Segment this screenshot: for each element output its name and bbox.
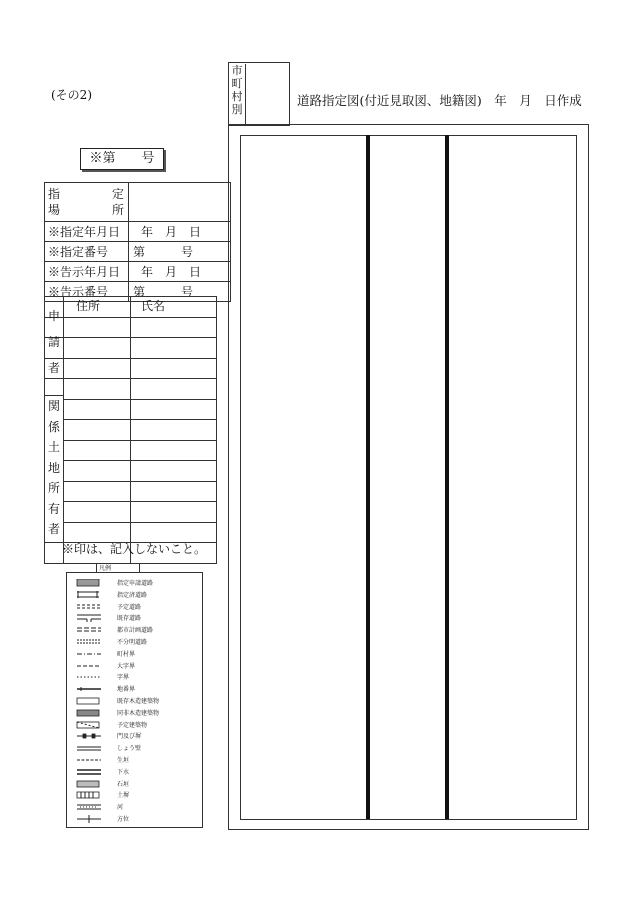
gate-wall-icon xyxy=(75,732,105,741)
legend-item-label: 土塀 xyxy=(117,792,130,800)
legend-item xyxy=(67,742,202,754)
table-row[interactable] xyxy=(45,522,216,543)
legend-item-label: 地番界 xyxy=(117,686,136,694)
river-icon xyxy=(75,803,105,812)
legend-item-label: 下水 xyxy=(117,768,130,776)
location-value[interactable] xyxy=(129,183,231,222)
info-table xyxy=(44,182,231,302)
sewer-icon xyxy=(75,768,105,777)
map-area[interactable] xyxy=(240,135,577,820)
dotted-road-icon xyxy=(75,591,105,600)
hedge-icon xyxy=(75,756,105,765)
table-row[interactable] xyxy=(45,337,216,358)
stone-wall-icon xyxy=(75,780,105,789)
legend-title: 凡例 xyxy=(96,563,140,573)
legend-item-label: 町村界 xyxy=(117,650,136,658)
earth-wall-icon xyxy=(75,791,105,800)
wood-building-icon xyxy=(75,697,105,706)
legend-item-label: しょう壁 xyxy=(117,745,142,753)
legend-item-label: 門及び塀 xyxy=(117,733,142,741)
legend-item xyxy=(67,612,202,624)
number-box: ※第 号 xyxy=(80,148,164,170)
hatched-road-icon xyxy=(75,579,105,588)
notice-date-label: ※告示年月日 xyxy=(45,262,129,282)
table-row[interactable] xyxy=(45,501,216,522)
legend-item xyxy=(67,671,202,683)
designation-number-value[interactable]: 第 号 xyxy=(129,242,231,262)
aza-boundary-icon xyxy=(75,673,105,682)
legend-item-label: 予定建築物 xyxy=(117,721,148,729)
lot-boundary-icon xyxy=(75,685,105,694)
city-label: 市 町 村 別 xyxy=(229,64,246,124)
legend-item xyxy=(67,648,202,660)
barrier-wall-icon xyxy=(75,744,105,753)
town-boundary-icon xyxy=(75,650,105,659)
legend-item-label: 既存道路 xyxy=(117,615,142,623)
legend-item-label: 同非木造建築物 xyxy=(117,709,160,717)
legend-item-label: 予定道路 xyxy=(117,603,142,611)
dashed-double-icon xyxy=(75,603,105,612)
legend-item-label: 字界 xyxy=(117,674,130,682)
legend-item xyxy=(67,707,202,719)
table-row[interactable] xyxy=(45,358,216,379)
table-row[interactable] xyxy=(45,460,216,481)
unclear-road-icon xyxy=(75,638,105,647)
owners-header-row xyxy=(45,297,216,317)
page-title: 道路指定図(付近見取図、地籍図) 年 月 日作成 xyxy=(297,93,582,108)
legend-item xyxy=(67,636,202,648)
legend-item-label: 方位 xyxy=(117,816,130,823)
legend-item xyxy=(67,730,202,742)
legend-item-label: 都市計画道路 xyxy=(117,627,154,635)
owners-grid xyxy=(44,296,217,564)
legend-item xyxy=(67,683,202,695)
location-label: 指 定 場 所 xyxy=(45,183,129,222)
address-header: 住所 xyxy=(64,297,131,317)
legend-item xyxy=(67,624,202,636)
table-row[interactable] xyxy=(45,481,216,502)
legend-item-label: 指定申請道路 xyxy=(117,580,154,587)
legend-item-label: 大字界 xyxy=(117,662,136,670)
designation-number-label: ※指定番号 xyxy=(45,242,129,262)
legend-item xyxy=(67,660,202,672)
road-line-left xyxy=(366,135,370,819)
planned-building-icon xyxy=(75,721,105,730)
planned-road-icon xyxy=(75,626,105,635)
legend-item xyxy=(67,601,202,613)
legend-item-label: 河 xyxy=(117,804,124,812)
oaza-boundary-icon xyxy=(75,662,105,671)
table-row[interactable] xyxy=(45,419,216,440)
sub-label: (その2) xyxy=(51,88,92,102)
designation-date-value[interactable]: 年 月 日 xyxy=(129,222,231,242)
table-row[interactable] xyxy=(45,317,216,338)
related-owners-label: 関 係 土 地 所 有 者 xyxy=(45,395,63,534)
legend-item xyxy=(67,766,202,778)
existing-road-icon xyxy=(75,614,105,623)
notice-number-label: ※告示番号 xyxy=(45,282,129,302)
legend-item xyxy=(67,778,202,790)
legend-item xyxy=(67,789,202,801)
table-row[interactable] xyxy=(45,440,216,461)
road-line-right xyxy=(445,135,449,819)
legend-item xyxy=(67,577,202,589)
table-row[interactable] xyxy=(45,378,216,399)
legend-item-label: 生垣 xyxy=(117,757,130,764)
legend-item xyxy=(67,754,202,766)
designation-date-label: ※指定年月日 xyxy=(45,222,129,242)
applicant-label: 申 請 者 xyxy=(47,309,60,375)
legend xyxy=(66,572,203,828)
legend-item xyxy=(67,589,202,601)
note: ※印は、記入しないこと。 xyxy=(62,542,207,556)
notice-date-value[interactable]: 年 月 日 xyxy=(129,262,231,282)
legend-item xyxy=(67,801,202,813)
name-header: 氏名 xyxy=(141,299,166,313)
legend-item-label: 既存木造建築物 xyxy=(117,698,160,705)
notice-number-value[interactable]: 第 号 xyxy=(129,282,231,302)
nonwood-building-icon xyxy=(75,709,105,718)
legend-item xyxy=(67,719,202,731)
legend-item-label: 不分明道路 xyxy=(117,639,148,646)
legend-item xyxy=(67,813,202,825)
legend-item-label: 指定済道路 xyxy=(117,591,148,599)
compass-icon xyxy=(75,815,105,824)
legend-item-label: 石垣 xyxy=(117,780,130,788)
table-row[interactable] xyxy=(45,399,216,420)
legend-item xyxy=(67,695,202,707)
